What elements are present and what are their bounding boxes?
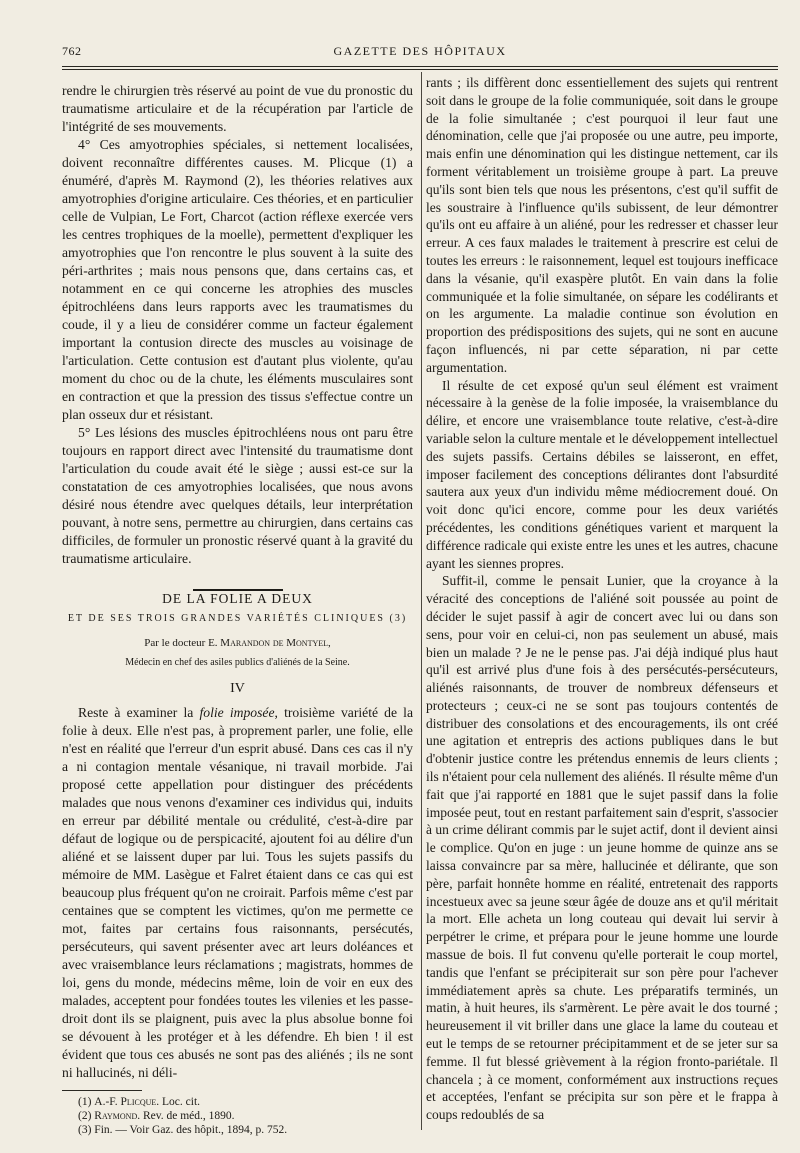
- footnote-rule: [62, 1090, 142, 1091]
- paragraph-intro: Reste à examiner la: [78, 705, 200, 720]
- article-title: DE LA FOLIE A DEUX: [162, 591, 313, 606]
- term-folie-imposee: folie imposée: [199, 705, 275, 720]
- page-number: 762: [62, 44, 82, 58]
- article-subtitle: ET DE SES TROIS GRANDES VARIÉTÉS CLINIQUES (3): [67, 613, 408, 624]
- footnote: (2) Raymond. Rev. de méd., 1890.: [78, 1110, 235, 1122]
- header-rule-bottom: [62, 69, 778, 70]
- paragraph: 4° Ces amyotrophies spéciales, si nettement localisées, doivent reconnaître différentes causes. M. Plicque (1) a énuméré, d'après M. Raymond (2), les théories relatives aux amyotrophies d'origine articulaire. Ces théories, et en particulier celle de Vulpian, Le Fort, Charcot (action réflexe exercée vers les centres trophiques de la moelle), permettent d'expliquer les amyotrophies que l'on rencontre le plus souvent à la suite des péri-arthrites ; mais nous pensons que, dans certains cas, et notamment en ce qui concerne les atrophies des muscles épitrochléens dans leurs rapports avec les traumatismes du coude, il y a lieu de considérer comme un facteur également important la contusion directe des muscles au voisinage de l'articulation. Cette contusion est d'autant plus violente, qu'au moment du choc ou de la chute, les éléments musculaires sont en contraction et que la pression des tissus s'effectue contre un plan osseux dur et résistant.: [62, 137, 413, 422]
- paragraph: Il résulte de cet exposé qu'un seul élément est vraiment nécessaire à la genèse de la folie imposée, la vraisemblance du délire, et encore une vraisemblance toute relative, c'est-à-dire variable selon la culture mentale et le développement intellectuel des sujets passifs. Certains débiles se laisseront, en effet, imposer facilement des conceptions délirantes dont l'absurdité sautera aux yeux d'un individu même médiocrement doué. On voit donc qu'ici encore, comme pour les deux variétés précédentes, les conditions génétiques varient et marquent la différence radicale qui existe entre les unes et les autres, chacune ayant les siennes propres.: [426, 377, 778, 571]
- article-author: [62, 634, 413, 652]
- column-divider: [421, 72, 422, 1130]
- paragraph-rest: , troisième variété de la folie à deux. Elle n'est pas, à proprement parler, une folie, elle n'est en réalité que l'erreur d'un esprit abusé. Dans ces cas il n'y a ni contagion mentale vésanique, ni travail morbide. J'ai proposé cette appellation pour distinguer des précédents malades que nous venons d'examiner ces individus qui, induits en erreur par débilité mentale ou crédulité, c'est-à-dire par défaut de logique ou de perspicacité, ajoutent foi au délire d'un aliéné et se laissent duper par lui. Tous les sujets passifs du mémoire de MM. Lasègue et Falret étaient dans ce cas qui est beaucoup plus fréquent qu'on ne croirait. Parfois même c'est par centaines que se comptent les victimes, qu'on me permette ce mot, faites par certains fous raisonnants, persécutés, persécuteurs, qui savent présenter avec art leurs doléances et avec vraisemblance leurs réclamations ; magistrats, hommes de loi, gens du monde, médecins même, loin de voir en eux des malades, acceptent pour fondées toutes les vilenies et les passe-droit dont ils se plaignent, puis avec la plus absolue bonne foi se dévouent à les protéger et à les défendre. Eh bien ! il est évident que tous ces abusés ne sont pas des aliénés ; ils ne sont ni hallucinés, ni déli-: [62, 705, 414, 1080]
- section-numeral: IV: [230, 681, 245, 696]
- paragraph: rendre le chirurgien très réservé au point de vue du pronostic du traumatisme articulaire et de la récupération par l'article de l'intégrité de ses mouvements.: [62, 83, 413, 134]
- section-separator: [62, 578, 413, 584]
- paragraph: rants ; ils diffèrent donc essentiellement des sujets qui rentrent soit dans le groupe de la folie communiquée, soit dans le groupe de la folie simultanée ; c'est pourquoi il leur faut une dénomination, celle que j'ai proposée ou une autre, peu importe, mais enfin une dénomination qui les distingue nettement, car ils forment véritablement un troisième groupe à part. La preuve qu'ils sont bien tels que nous les présentons, c'est qu'il suffit de les soustraire à l'influence qu'ils subissent, de leur démontrer qu'ils ont eu affaire à un aliéné, pour les redresser et chasser leur erreur. A ces faux malades le traitement à prescrire est celui de toutes les erreurs : le raisonnement, lequel est toujours inefficace dans la vésanie, qu'il exaspère plutôt. En vain dans la folie communiquée et la folie simultanée, on sépare les codélirants et on les argumente. La maladie continue son évolution en proportion des prédispositions des sujets, qui ne sont en aucune façon influencés, ni par cette séparation, ni par cette argumentation.: [426, 75, 778, 375]
- header-rule-top: [62, 66, 778, 67]
- author-name: E. Marandon de Montyel,: [208, 637, 331, 649]
- paragraph: [62, 704, 413, 1082]
- page-header: [62, 44, 778, 64]
- author-affiliation: Médecin en chef des asiles publics d'aliénés de la Seine.: [125, 657, 350, 668]
- paragraph: Suffit-il, comme le pensait Lunier, que la croyance à la véracité des conceptions de l'aliéné soit poussée au point de décider le sujet passif à agir de concert avec lui ou dans son sens, pour voir en celui-ci, non pas seulement un abusé, mais bien un malade ? Je ne le pense pas. J'ai déjà indiqué plus haut qu'il est arrivé plus d'une fois à des persécutés-persécuteurs, aliénés raisonnants, de trouver de nombreux défenseurs et protecteurs ; ceux-ci ne se sont pas toujours contentés de distribuer des consolations et des encouragements, ils ont créé une agitation et entrepris des actions publiques dans le but d'obtenir justice contre les prétendus ennemis de leurs clients ; ils n'étaient pour cela nullement des aliénés. Il résulte même d'un fait que j'ai rapporté en 1881 que le sujet passif dans la folie imposée peut, tout en restant parfaitement sain d'esprit, s'associer à un crime délirant commis par le sujet actif, dont il devient ainsi le complice. Qu'on en juge : un jeune homme de quinze ans se laissa convaincre par sa mère, hallucinée et délirante, que son père, parfait honnête homme en réalité, entretenait des rapports incestueux avec sa jeune sœur âgée de douze ans et qu'il méritait la mort. Elle acheta un long couteau qui devait lui servir à perpétrer le crime, et prépara pour le jeune homme une lourde massue de bois. Il fut convenu qu'elle porterait le coup mortel, tandis que l'enfant se précipiterait sur son père pour l'achever immédiatement après sa chute. Les préparatifs terminés, un matin, à huit heures, ils s'armèrent. Le père avait le dos tourné ; heureusement il vit briller dans une glace la lame du couteau et eut le temps de se retourner précipitamment et de se jeter sur sa femme. Il fut blessé grièvement à la région fronto-pariétale. Il chancela ; à ce moment, conformément aux instructions reçues et acceptées, l'enfant se précipita sur son père et le frappa à coups redoublés de sa: [426, 573, 779, 1123]
- left-column: [62, 82, 413, 1137]
- paragraph: 5° Les lésions des muscles épitrochléens nous ont paru être toujours en rapport direct avec l'intensité du traumatisme dont l'articulation du coude avait été le siège ; aussi est-ce sur la constatation de ces amyotrophies localisées, que nous avons désiré nous étendre avec quelques détails, leur interprétation pouvant, à notre sens, permettre au chirurgien, dans certains cas difficiles, de formuler un pronostic réservé quant à la gravité du traumatisme articulaire.: [62, 425, 413, 566]
- footnote: (3) Fin. — Voir Gaz. des hôpit., 1894, p. 752.: [78, 1124, 288, 1136]
- right-column: [426, 74, 778, 1124]
- journal-title: GAZETTE DES HÔPITAUX: [333, 44, 507, 58]
- author-prefix: Par le docteur: [144, 637, 206, 649]
- footnote: (1) A.-F. Plicque. Loc. cit.: [78, 1096, 201, 1108]
